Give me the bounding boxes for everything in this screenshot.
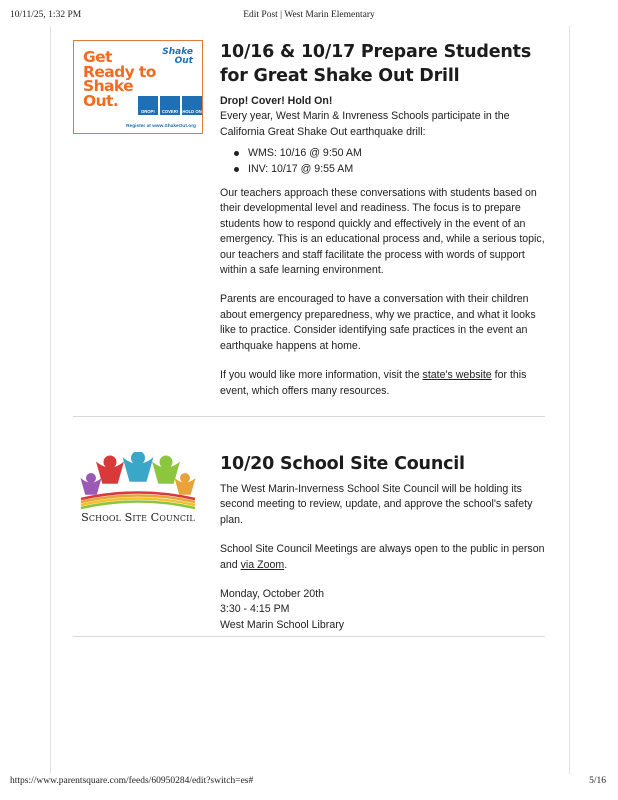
meeting-time: 3:30 - 4:15 PM xyxy=(220,603,290,616)
print-footer xyxy=(10,776,608,790)
feed-left-border xyxy=(50,26,51,774)
print-header xyxy=(10,10,608,24)
post-paragraph: Parents are encouraged to have a conversation with their children about emergency preparedness, why we practice, and what it looks like to practice. Consider identifying safe practices in the event an earthquake happens at home. xyxy=(220,293,536,352)
post-subhead: Drop! Cover! Hold On! xyxy=(220,95,333,107)
post-title[interactable]: 10/16 & 10/17 Prepare Students for Great Shake Out Drill xyxy=(220,42,532,86)
meeting-date: Monday, October 20th xyxy=(220,588,325,601)
council-figure-head xyxy=(86,473,96,483)
post-content xyxy=(220,452,545,647)
post-title[interactable]: 10/20 School Site Council xyxy=(220,454,465,474)
post-content xyxy=(220,40,545,413)
feed-right-border xyxy=(569,26,570,774)
council-figure-head xyxy=(104,456,117,469)
print-page-title: Edit Post | West Marin Elementary xyxy=(243,10,375,20)
list-item: WMS: 10/16 @ 9:50 AM xyxy=(234,146,545,161)
post-divider xyxy=(73,636,545,637)
council-logo-caption: School Site Council xyxy=(81,511,195,524)
zoom-link[interactable]: via Zoom xyxy=(240,558,285,571)
council-figure-head xyxy=(160,456,173,469)
council-figure-5 xyxy=(175,473,196,495)
council-figures-icon xyxy=(73,452,203,510)
council-figure-4 xyxy=(81,473,102,495)
list-item: INV: 10/17 @ 9:55 AM xyxy=(234,162,545,177)
council-figure-head xyxy=(180,473,190,483)
post-paragraph: If you would like more information, visit the state's website for this event, which offers many resources. xyxy=(220,369,527,397)
schedule-list xyxy=(234,146,545,177)
post-paragraph: Our teachers approach these conversations with students based on their developmental level and readiness. The focus is to prepare students how to respond quickly and effectively in the event of an emergency. This is an educational process and, while a serious topic, our teachers and staff facilitate the process with words of support within a safe learning environment. xyxy=(220,187,545,277)
cover-step-icon: COVER! xyxy=(160,96,180,115)
post-paragraph: The West Marin-Inverness School Site Council will be holding its second meeting to review, update, and approve the school's safety plan. xyxy=(220,483,533,526)
council-figure-head xyxy=(131,452,145,465)
meeting-location: West Marin School Library xyxy=(220,618,345,631)
print-url: https://www.parentsquare.com/feeds/60950284/edit?switch=es# xyxy=(10,776,254,786)
meeting-details xyxy=(220,587,545,633)
drop-step-icon: DROP! xyxy=(138,96,158,115)
post-paragraph: School Site Council Meetings are always open to the public in person and via Zoom. xyxy=(220,543,545,571)
print-datetime: 10/11/25, 1:32 PM xyxy=(10,10,82,20)
state-website-link[interactable]: state's website xyxy=(422,369,492,382)
school-site-council-logo-icon xyxy=(73,452,203,532)
council-figure-2 xyxy=(123,452,154,482)
hold-on-step-icon: HOLD ON xyxy=(182,96,202,115)
print-page-number: 5/16 xyxy=(589,776,606,786)
post-intro: Every year, West Marin & Invreness Schools participate in the California Great Shake Out earthquake drill: xyxy=(220,110,510,138)
post-divider xyxy=(73,416,545,417)
shakeout-logo-icon: Get Ready to Shake Out. Shake Out DROP! COVER! HOLD ON Register at www.ShakeOut.org xyxy=(73,40,203,134)
